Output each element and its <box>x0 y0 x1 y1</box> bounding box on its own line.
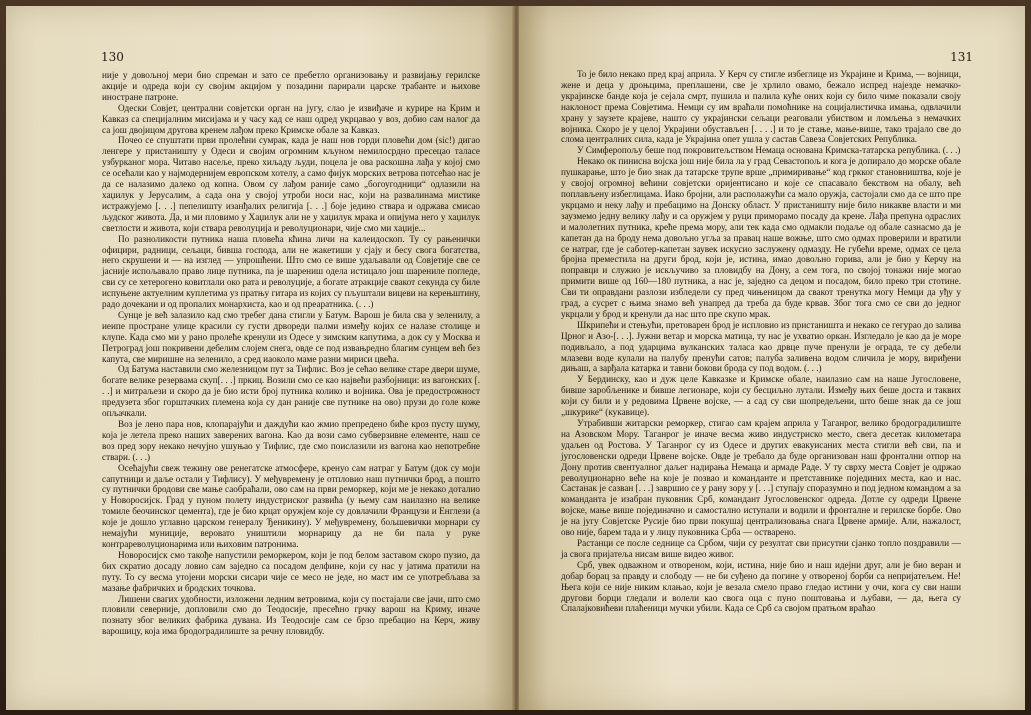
paragraph: По разноликости путника наша пловећа кћина личи на калеидоскоп. Ту су рањенички официри, радници, сељаци, бивша господа, али не жакетиши у сјају и бесу свога богатства, него скрушени и — на изглед — упрошћени. Што смо се више удаљавали од Совјетије све се јасније испољавало право лице путника, па је шарениш одела истицало још шарениле погледе, сви су се хетерогено ковитлали око рата и револуције, а богате атракције свакот секунда су биле испуњене актуелним куплетима уз пратњу гитара из којих су пљуштали вицеви на керењштину, радо дочекани и од пропалих монархиста, као и од преаратника. (. . .) <box>102 233 480 310</box>
right-page <box>519 6 1025 710</box>
paragraph: Новоросијск смо такође напустили реморкером, који је под белом заставом скоро пузио, да бих скратио досаду ловио сам заједно са посадом делфине, који су нас у јатима пратили на путу. То су весма утојени морски сисари чије се месо не једе, но маст им се употребљава за мазање фабричких и бродских точкова. <box>102 549 480 593</box>
left-page-text <box>102 70 480 637</box>
paragraph: Некако ок пинисна војска још није била ла у град Севастопољ и кога је допирало до морске обале пушкарање, што је био знак да татарске трупе врше „примиривање“ код гркког становништва, које је у својој огромној већини совјетски оријентисано и које се спасавало бекством на обалу, већ поплављену избеглицама. Иако бројни, али располажући са мало оружја, састојали смо да се што пре укрцамо и неку лађу и пребацимо на Донску област. У пристаништу није било никакве власти и ми заузмемо једну велику лађу и са оружјем у руци приморамо посаду да крене. Лађа препуна одраслих и малолетних путника, креће према мору, али тек када смо одмакли подаље од обале сазнасмо да је капетан да на броду нема довољно угља за правац наше вожње, што смо одмах проверили и вратили се натраг, где је саботер-капетан заувек искусио заслужену одмазду. Не губећи време, одмах се цела бројна преместила на други брод, који је, истина, имао довољно горива, али је био у Керчу на поправци и служио је искључиво за пловидбу на Дону, а сем тога, по својој тонажи није могао примити више од 160—180 путника, а нас је, заједно са децом и посадом, било преко три стотине. Сви ти оправдани разлози избледели су пред чињеницом да свакот тренутка могу Немци да уђу у град, а сусрет с њима знамо већ унапред да треба да буде крвав. Због тога смо се сви до једног укрцали у брод и кренули да нас што пре скупо мрак. <box>561 156 961 319</box>
paragraph: Одески Совјет, централни совјетски орган на југу, слао је извиђаче и курире на Крим и Кавказ са специјалним мисијама и у часу кад се наш одред укрцавао у воз, добио сам налог да са још двојицом другова кренем лађом преко Кримске обале за Кавказ. <box>102 102 480 135</box>
right-page-text <box>561 69 961 614</box>
paragraph: Срб, увек одважном и отвореном, који, истина, није био и наш идејни друг, али је био веран и добар борац за правду и слободу — не би суђено да погине у отвореној борби са непријатељем. Не! Њега који се није никим клањао, који је везала смело право гледао истини у очи, кога су сви наши другови борци гледали и волели као свога оца с пуно поштовања и љубави, — да, њега су Спалајковићеви плаћеници мучки убили. Када се Срб са својом пратњом враћао <box>561 559 961 614</box>
paragraph: Почео се спуштати први пролећни сумрак, када је наш нов горди пловећи дом (sic!) дигао ленгере у пристаништу у Одеси и својим огромним кљуном немилосрдно пресецао таласе узбурканог мора. Читаво насеље, преко хиљаду људи, поцела је ова раскошна лађа у којој смо се осећали као у најмодернијем европском хотелу, а само фијук морских ветрова потсећао нас је да се налазимо далеко од копна. Овом су лађом раније само „богоугодници“ одлазили на хаџилук у Јерусалим, а сада она у својој утроби носи нас, који на развалинама мистике истражујемо [. . .] пепелишту изанђалих религија [. . .] боје једино ствара и одржава смисао људског живота. Да, и ми пловимо у Хаџилук али не у хаџилук мрака и опијума него у хаџилук светлости и живота, који ствара револуција и револуционари, чије смо ми хаџије... <box>102 135 480 233</box>
paragraph: Од Батума наставили смо железницом пут за Тифлис. Воз је сећао велике старе двери шуме, богате велике резервама скуп[. . .] пркиц. Возили смо се као највећи разбојници: из вагонских [. . .] и митраљези и скоро да је био исти број путника колико и војника. Ова је предострожност предузета због горштачких племена која су дан раније све путнике на ово) прузи до голе коже опљачкали. <box>102 364 480 419</box>
paragraph: није у довољној мери био спреман и зато се пребетло организовању и развијању герилске акције и одреда који су својим акцијом у позадини парирали царске трабанте и њихове иностране патроне. <box>102 70 480 102</box>
paragraph: Утрабивши житарски реморкер, стигао сам крајем априла у Таганрог, велико бродоградилиште на Азовском Мору. Таганрог је иначе весма живо индустриско место, свега десетак километара удаљен од Ростова. У Таганрог су из Одесе и других евакуисаних места стигли већ сви, па и југословенски одреди Црвене војске. Овде је требало да буде организован наш фронтални отпор на Дону против свентуалног даљег надирања Немаца и армаде Раде. У ту сврху места Совјет је одржао револуционарно веће на које је позвао и команданте и претставнике појединих места, као и нас. Састанак је сазван [. . .] завршио се у рану зору у [. . .] ступају споразумно и под једном командом а за команданта је изабран пуковник Срб, командант Југословенског одреда. Дотле су одреди Црвене војске, мање више појединачно и самостално иступали и водили и фронталне и герилске борбе. Ово је на југу Совјетске Русије био први покушај централизовања снага Црвене армије. Али, нажалост, ово није, барем тада и у лицу пуковника Срба — остварено. <box>561 418 961 538</box>
paragraph: У Бердинску, као и дуж целе Кавказке и Кримске обале, наилазио сам на наше Југословене, бивше заробљенике и бивше легионаре, који су бесциљно лутали. Између њих беше доста и таквих који су били и у редовима Црвене војске, — а сад су сви шопредељени, што беше знак да се још „шкурике“ (кукавице). <box>561 374 961 418</box>
paragraph: Растанци се после седнице са Србом, чији су резултат сви присутни сјанко топло поздравили — ја свога пријатеља нисам више видео живог. <box>561 537 961 559</box>
paragraph: Воз је лено пара нов, клопарајући и даждући као жмио препредено биће кроз пусту шуму, која је летела преко наших заверених вагона. Као да вози само субверзивне елементе, наш се воз пред зору некако нечујно ушуњао у Тифлис, где смо поислазили из вагона као непотребне ствари. (. . .) <box>102 419 480 462</box>
page-number: 131 <box>950 50 973 64</box>
paragraph: Лишени свагих удобности, изложени ледним ветровима, који су постајали све јачи, што смо пловили северније, допловили смо до Теодосије, пресећно грчку варош на Криму, иначе познату због великих фабрика дувана. Из Теодосије сам се брзо пребацио на Керч, живу варошицу, која има бродоградилиште за речну пловидбу. <box>102 593 480 637</box>
paragraph: Сунце је већ залазило кад смо требег дана стигли у Батум. Варош је била сва у зеленилу, а иеипе простране улице красили су густи дрвореди палми између којих се налазе столице и клупе. Када смо ми у рано пролеће кренули из Одесе у зимским капутима, а док су у Москва и Петроград још покривени дебелим слојем снега, овде се под извањредно благим сунцем већ без капута, све миришне на зеленило, а сред иаоколо маме разни мириси цвећа. <box>102 309 480 364</box>
left-page <box>6 6 514 710</box>
paragraph: Шкрипећи и стењући, претоварен брод је испловио из пристаништа и некако се гегурао до залива Црног и Азо-[. . .]. Јужни ветар и морска матица, ту нас је ухватио оркан. Изгледало је као да је море подивљало, а под ударцима вулканских таласа као дрвце пуче пренули је ограда, те су дебели млазеви воде кулали на палубу пренући сатов; палуба заливена водом сличила је мору, вириђени дињаш, а зарђала катарка и тавни бокови брода су под водом. (. . .) <box>561 319 961 374</box>
paragraph: То је било некако пред крај априла. У Керч су стигле избеглице из Украјине и Крима, — војници, жене и деца у дроњцима, преплашени, све је хрлило овамо, бежало испред најезде немачко-украјинске банде која је сејала смрт, пушила и палила куће оних који су било чиме показали своју наклоност према Совјетима. Немци су им враћали помоћнике на социјалистичка имања, одвлачили храну у заузете крајеве, нашто су украјински сељаци реаговали убиством и ломљења з немачких војника. Скоро је у целој Украјини обустављен [. . . .] и то је стање, мање-више, тако трајало све до слома централних сила, када је Украјина опет ушла у састав Савеза Совјетских Република. <box>561 69 961 145</box>
paragraph: Осећајући свеж тежину ове ренегатске атмосфере, кренуо сам натраг у Батум (док су моји сапутници и даље остали у Тифлису). У међувремену је отпловио наш путнички брод, а пошто су путнички бродови све мање саобраћали, ово сам на први реморкер, који ме је некако доталио у Новоросијск. Град у пуном полету индустриског развића (у њему сам наилазно на велике томиле беочинског цемента), где је био крцат оружјем које су довлачили Французи и Енглези (а које је дошло углавно царском генералу Ђеникину). У међувремену, бољшевички морнари су немајући муниције, веровато уништили морнарицу да не би пала у руке контрареволуционарима или њиховим патронима. <box>102 462 480 549</box>
paragraph: У Симферопољу беше под покровитељством Немаца основана Кримска-татарска република. (. . .) <box>577 145 961 156</box>
page-number: 130 <box>101 50 124 64</box>
